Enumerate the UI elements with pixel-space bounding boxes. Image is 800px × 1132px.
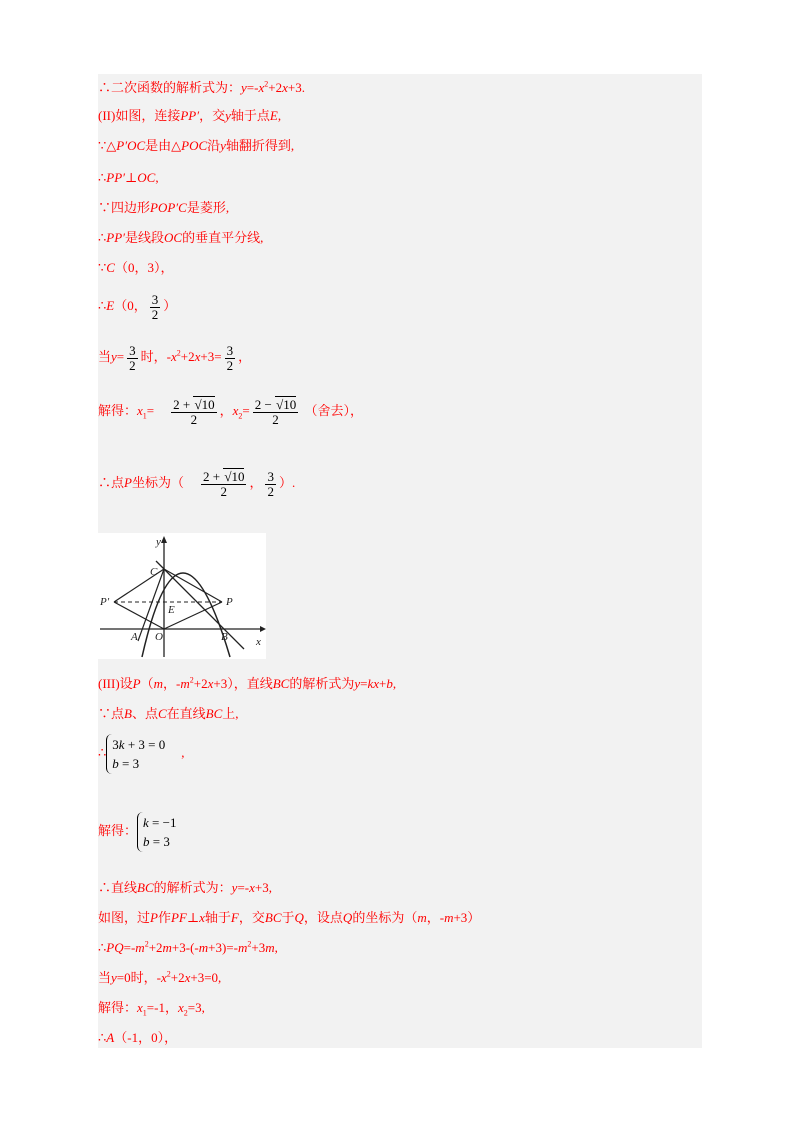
label-point-p-prime: P′ (100, 596, 110, 608)
line-7: ∵C（0，3）， (98, 260, 174, 275)
fraction-3-2: $\frac{3}{2}$ (267, 468, 274, 499)
solution-page (98, 74, 702, 1048)
line-13: ∵点B、点C在直线BC上, (98, 706, 239, 721)
equation-system-1: 3k + 3 = 0 b = 3 (106, 734, 165, 774)
label-y-axis: y (156, 536, 161, 548)
fraction-3-2: $\frac{3}{2}$ (226, 342, 234, 373)
label-point-p: P (226, 596, 233, 608)
line-15: 解得： k = −1 b = 3 (98, 808, 176, 854)
label-point-e: E (168, 604, 175, 616)
line-2: (II)如图，连接PP′，交y轴于点E, (98, 108, 282, 123)
fraction-root-plus: $\frac{2 + √10}{2}$ (202, 468, 245, 499)
line-6: ∴PP′是线段OC的垂直平分线, (98, 230, 264, 245)
line-17: 如图，过P作PF⊥x轴于F，交BC于Q，设点Q的坐标为（m，-m+3） (98, 910, 481, 925)
fraction-root-plus: $\frac{2 + √10}{2}$ (173, 396, 215, 427)
line-11: ∴点P坐标为（ $\frac{2 + √10}{2}$ ， $\frac{3}{2}$ ）. (98, 468, 296, 499)
label-point-b: B (221, 631, 228, 643)
line-1: ∴二次函数的解析式为：$y=-x^2+2x+3$. (98, 79, 305, 95)
line-9: 当y= $\frac{3}{2}$ 时，$-x^2+2x+3=$ $\frac{3}{2}$ ， (98, 342, 252, 373)
parabola-figure (98, 533, 266, 659)
line-14: ∴ 3k + 3 = 0 b = 3 , (98, 730, 184, 776)
line-8: ∴E（0， $\frac{3}{2}$ ） (98, 291, 177, 322)
line-19: 当y=0时，$-x^2+2x+3=0$, (98, 969, 222, 985)
label-point-o: O (155, 631, 163, 643)
label-x-axis: x (256, 636, 261, 648)
line-18: $\therefore PQ=-m^2+2m+3-(-m+3)=-m^2+3m$, (98, 939, 278, 955)
line-4: ∴PP′⊥OC, (98, 170, 159, 185)
fraction-3-2: $\frac{3}{2}$ (151, 291, 159, 322)
line-3: ∵△P′OC是由△POC沿y轴翻折得到, (98, 138, 295, 153)
label-point-c: C (150, 566, 158, 578)
fraction-root-minus: $\frac{2 - √10}{2}$ (254, 396, 297, 427)
line-20: 解得：$x_1=-1$，$x_2=3$, (98, 1000, 205, 1018)
line-5: ∵四边形POP′C是菱形, (98, 200, 230, 215)
line-16: ∴直线BC的解析式为：y=-x+3, (98, 880, 272, 895)
equation-system-2: k = −1 b = 3 (137, 812, 176, 852)
fraction-3-2: $\frac{3}{2}$ (129, 342, 136, 373)
line-21: ∴A（-1，0）， (98, 1030, 178, 1045)
label-point-a: A (131, 631, 138, 643)
line-12: (III)设P（m，$-m^2+2x+3$），直线BC的解析式为y=kx+b, (98, 675, 397, 691)
line-10: 解得：$x_1=$ $\frac{2 + √10}{2}$ ，$x_2=$ $\frac{2 - √10}{2}$ （舍去）， (98, 396, 364, 427)
